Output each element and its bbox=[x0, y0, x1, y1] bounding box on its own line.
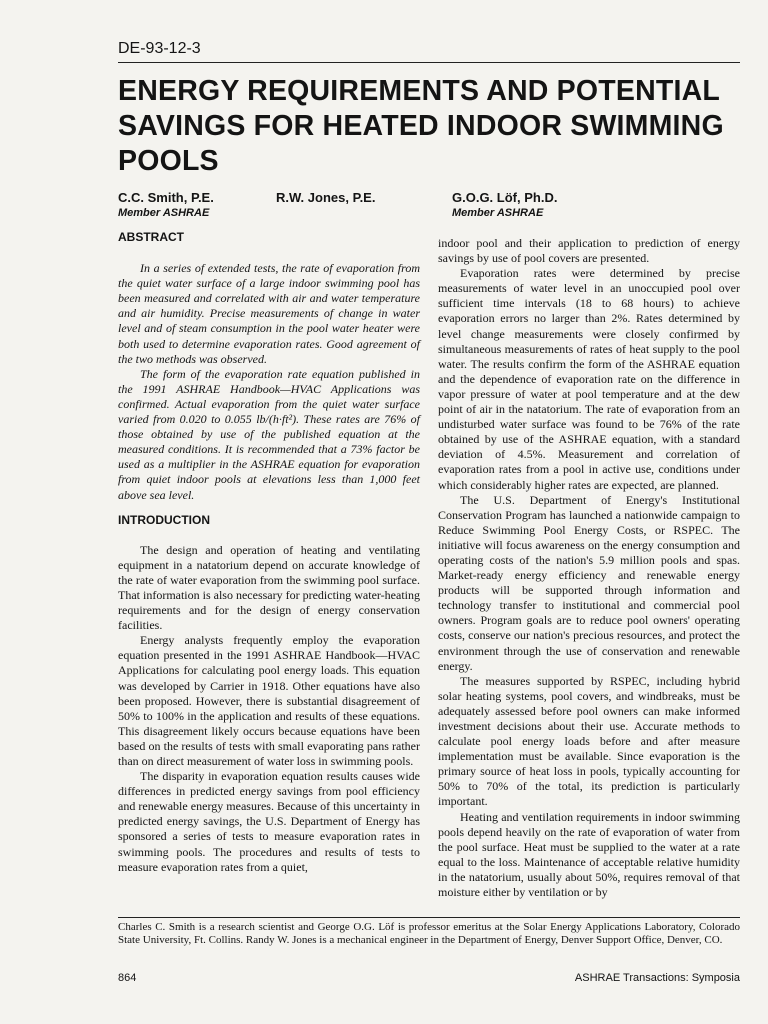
abstract-paragraph: The form of the evaporation rate equation published in the 1991 ASHRAE Handbook—HVAC Applications was confirmed. Actual evaporation from the quiet water surface varied from 0.020 to 0.055 lb/(h·ft²). These rates are 76% of those obtained by use of the published equation at the measured conditions. It is recommended that a 73% factor be used as a multiplier in the ASHRAE equation for evaporation from quiet indoor pools at elevations less than 1,000 feet above sea level. bbox=[118, 366, 420, 502]
right-column bbox=[438, 236, 740, 900]
document-id: DE-93-12-3 bbox=[118, 40, 201, 57]
header-rule bbox=[118, 40, 740, 63]
author-smith bbox=[118, 190, 214, 220]
author-footnote: Charles C. Smith is a research scientist and George O.G. Löf is professor emeritus at the Solar Energy Applications Laboratory, Colorado State University, Ft. Collins. Randy W. Jones is a mechanical engineer in the Department of Energy, Denver Support Office, Denver, CO. bbox=[118, 921, 740, 946]
abstract-paragraph: In a series of extended tests, the rate of evaporation from the quiet water surface of a large indoor swimming pool has been measured and correlated with air and water temperature and air humidity. Precise measurements of change in water level and of steam consumption in the pool water heater were both used to determine evaporation rates. Good agreement of the two methods was observed. bbox=[118, 261, 420, 366]
author-name: R.W. Jones, P.E. bbox=[276, 190, 376, 205]
author-name: C.C. Smith, P.E. bbox=[118, 190, 214, 205]
body-paragraph: The U.S. Department of Energy's Institutional Conservation Program has launched a nationwide campaign to Reduce Swimming Pool Energy Costs, or RSPEC. The initiative will focus awareness on the energy consumption and operating costs of the nation's 5.9 million pools and spas. Market-ready energy efficiency and renewable energy products will be supported through information and technology transfer to institutional and commercial pool owners. Program goals are to reduce pool owners' operating costs, conserve our nation's precious resources, and protect the environment through the use of conservation and renewable energy. bbox=[438, 492, 740, 673]
body-paragraph: indoor pool and their application to prediction of energy savings by use of pool covers are presented. bbox=[438, 236, 740, 266]
intro-paragraph: The disparity in evaporation equation results causes wide differences in predicted energy savings from pool efficiency and renewable energy measures. Because of this uncertainty in predicted energy savings, the U.S. Department of Energy has sponsored a series of tests to measure evaporation rates in swimming pools. The procedures and results of tests to measure evaporation rates from a quiet, bbox=[118, 769, 420, 874]
author-affiliation: Member ASHRAE bbox=[118, 207, 210, 219]
introduction-heading: INTRODUCTION bbox=[118, 512, 210, 527]
page-number: 864 bbox=[118, 972, 137, 984]
author-jones bbox=[276, 190, 375, 206]
body-paragraph: Heating and ventilation requirements in indoor swimming pools depend heavily on the rate of evaporation of water from the pool surface. Heat must be supplied to the water at a rate equal to the loss. Maintenance of acceptable relative humidity in the natatorium, usually about 50%, requires removal of that moisture either by ventilation or by bbox=[438, 809, 740, 900]
author-affiliation: Member ASHRAE bbox=[452, 207, 544, 219]
author-name: G.O.G. Löf, Ph.D. bbox=[452, 190, 558, 205]
abstract-heading: ABSTRACT bbox=[118, 230, 184, 244]
intro-paragraph: The design and operation of heating and ventilating equipment in a natatorium depend on accurate knowledge of the rate of water evaporation from the swimming pool surface. That information is also necessary for predicting water-heating requirements and for the design of energy conservation facilities. bbox=[118, 542, 420, 633]
journal-name: ASHRAE Transactions: Symposia bbox=[574, 972, 740, 984]
paper-title: ENERGY REQUIREMENTS AND POTENTIAL SAVINGS FOR HEATED INDOOR SWIMMING POOLS bbox=[118, 75, 724, 177]
body-paragraph: The measures supported by RSPEC, including hybrid solar heating systems, pool covers, and windbreaks, must be adequately assessed before pool owners can make informed investment decisions about their use. Accurate methods to calculate pool energy loads before and after measure implementation must be available. Since evaporation is the primary source of heat loss in pools, typically accounting for 50% to 70% of the total, its prediction is particularly important. bbox=[438, 673, 740, 809]
intro-paragraph: Energy analysts frequently employ the evaporation equation presented in the 1991 ASHRAE Handbook—HVAC Applications for calculating pool energy loads. This equation was developed by Carrier in 1918. Other equations have also been proposed. However, there is substantial disagreement of 50% to 100% in the application and results of these equations. This disagreement likely occurs because equations have been based on the results of tests with small evaporating pans rather than on direct measurement of water loss in swimming pools. bbox=[118, 633, 420, 768]
author-lof bbox=[452, 190, 557, 220]
left-column bbox=[118, 230, 420, 875]
body-paragraph: Evaporation rates were determined by precise measurements of water level in an unoccupied pool over sufficient time intervals (18 to 68 hours) to achieve evaporation errors no larger than 2%. Rates determined by level change measurements were closely confirmed by simultaneous measurements of rates of heat supply to the pool water. The results confirm the form of the ASHRAE equation and the dependence of evaporation rate on the difference in vapor pressure of water at pool temperature and at the dew point of air in the natatorium. The rate of evaporation from an undisturbed water surface was found to be 76% of the rate obtained by use of the ASHRAE equation, with a standard deviation of 4.5%. Measurement and correlation of evaporation rates from a pool in active use, conditions under which considerably higher rates are expected, are planned. bbox=[438, 266, 740, 492]
footnote-divider bbox=[118, 917, 740, 918]
